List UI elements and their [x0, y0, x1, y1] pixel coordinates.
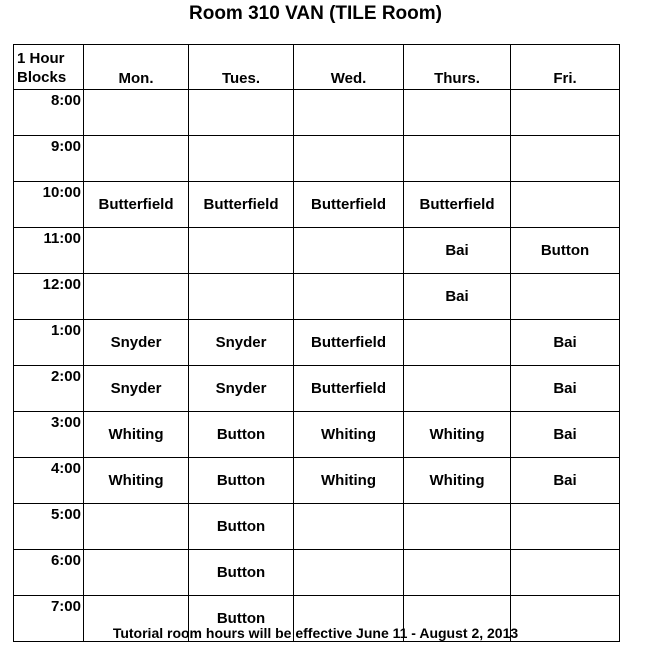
day-header: Mon.	[84, 45, 189, 90]
schedule-cell: Bai	[511, 412, 620, 458]
table-row	[14, 458, 620, 504]
schedule-cell: Bai	[511, 320, 620, 366]
schedule-cell: Bai	[511, 458, 620, 504]
schedule-cell	[294, 90, 404, 136]
schedule-cell: Snyder	[84, 366, 189, 412]
schedule-table	[13, 44, 620, 642]
table-row	[14, 550, 620, 596]
table-row	[14, 366, 620, 412]
schedule-cell: Button	[189, 550, 294, 596]
time-cell: 1:00	[14, 320, 84, 366]
schedule-cell: Bai	[511, 366, 620, 412]
schedule-cell: Butterfield	[189, 182, 294, 228]
schedule-cell: Bai	[404, 274, 511, 320]
time-cell: 3:00	[14, 412, 84, 458]
schedule-cell: Butterfield	[294, 320, 404, 366]
day-header: Tues.	[189, 45, 294, 90]
table-row	[14, 90, 620, 136]
schedule-cell	[294, 274, 404, 320]
schedule-body	[14, 90, 620, 642]
schedule-cell: Whiting	[84, 458, 189, 504]
schedule-cell	[189, 274, 294, 320]
schedule-cell: Butterfield	[294, 182, 404, 228]
schedule-cell: Snyder	[189, 320, 294, 366]
schedule-cell	[189, 228, 294, 274]
schedule-cell	[404, 366, 511, 412]
schedule-cell	[84, 504, 189, 550]
time-cell: 10:00	[14, 182, 84, 228]
schedule-cell	[511, 182, 620, 228]
table-row	[14, 320, 620, 366]
table-row	[14, 228, 620, 274]
schedule-cell	[84, 550, 189, 596]
hour-blocks-label-line1: 1 Hour	[17, 50, 65, 67]
schedule-cell	[189, 90, 294, 136]
schedule-cell	[294, 228, 404, 274]
header-row	[14, 45, 620, 90]
schedule-cell	[404, 504, 511, 550]
schedule-cell: Whiting	[404, 412, 511, 458]
time-cell: 11:00	[14, 228, 84, 274]
schedule-cell	[189, 136, 294, 182]
page-title: Room 310 VAN (TILE Room)	[189, 3, 442, 24]
schedule-cell	[404, 136, 511, 182]
effective-dates-note: Tutorial room hours will be effective June 11 - August 2, 2013	[112, 625, 519, 641]
time-cell: 8:00	[14, 90, 84, 136]
schedule-cell: Snyder	[84, 320, 189, 366]
schedule-cell	[294, 136, 404, 182]
time-cell: 5:00	[14, 504, 84, 550]
table-row	[14, 412, 620, 458]
schedule-cell: Button	[189, 504, 294, 550]
time-cell: 7:00	[14, 596, 84, 642]
schedule-cell: Snyder	[189, 366, 294, 412]
hour-blocks-label-line2: Blocks	[17, 69, 67, 86]
schedule-cell	[404, 90, 511, 136]
schedule-cell	[404, 550, 511, 596]
time-cell: 6:00	[14, 550, 84, 596]
schedule-cell	[84, 274, 189, 320]
schedule-cell	[84, 90, 189, 136]
table-row	[14, 182, 620, 228]
schedule-cell: Button	[189, 412, 294, 458]
schedule-cell	[511, 274, 620, 320]
time-cell: 2:00	[14, 366, 84, 412]
schedule-cell: Butterfield	[294, 366, 404, 412]
schedule-cell: Bai	[404, 228, 511, 274]
schedule-cell: Button	[189, 458, 294, 504]
table-row	[14, 504, 620, 550]
schedule-cell	[84, 228, 189, 274]
day-header: Thurs.	[404, 45, 511, 90]
schedule-cell	[294, 550, 404, 596]
schedule-cell	[84, 136, 189, 182]
day-header: Wed.	[294, 45, 404, 90]
schedule-cell	[511, 136, 620, 182]
schedule-cell: Button	[511, 228, 620, 274]
schedule-cell: Button	[189, 596, 294, 642]
schedule-cell: Butterfield	[404, 182, 511, 228]
schedule-cell: Whiting	[294, 458, 404, 504]
schedule-cell	[511, 504, 620, 550]
schedule-cell	[404, 320, 511, 366]
schedule-cell: Butterfield	[84, 182, 189, 228]
table-row	[14, 274, 620, 320]
schedule-cell	[294, 504, 404, 550]
time-cell: 9:00	[14, 136, 84, 182]
schedule-cell: Whiting	[84, 412, 189, 458]
schedule-cell	[511, 550, 620, 596]
hour-blocks-header	[14, 45, 84, 90]
time-cell: 4:00	[14, 458, 84, 504]
time-cell: 12:00	[14, 274, 84, 320]
schedule-cell: Whiting	[294, 412, 404, 458]
schedule-cell: Whiting	[404, 458, 511, 504]
day-header: Fri.	[511, 45, 620, 90]
table-row	[14, 136, 620, 182]
schedule-cell	[511, 90, 620, 136]
